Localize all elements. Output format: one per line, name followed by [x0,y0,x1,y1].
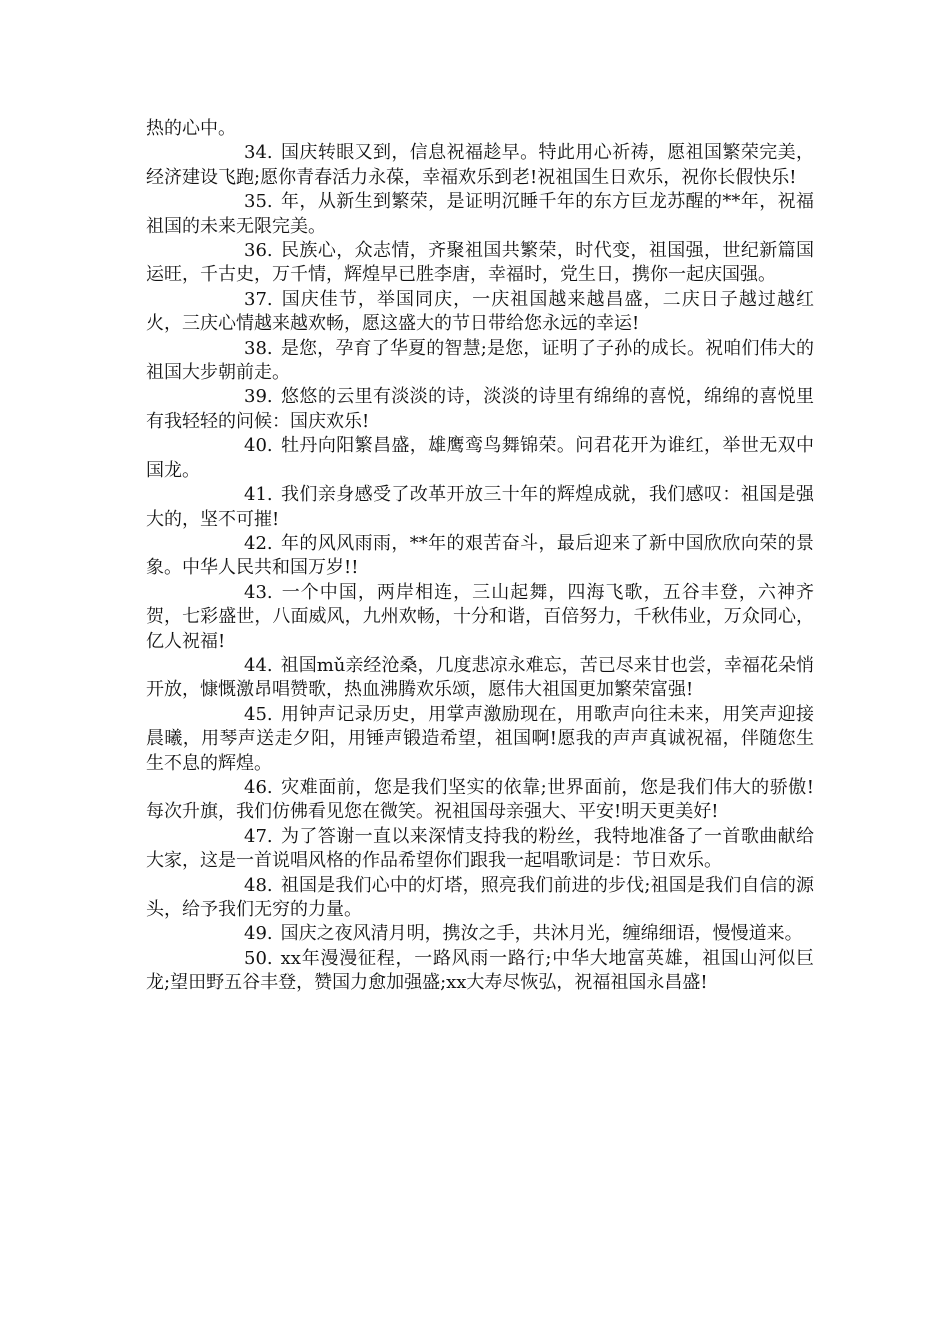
list-item [146,239,814,288]
item-number: 47. [244,825,273,847]
item-text: 悠悠的云里有淡淡的诗，淡淡的诗里有绵绵的喜悦，绵绵的喜悦里有我轻轻的问候：国庆欢乐! [146,386,814,432]
list-item [146,190,814,239]
item-text: 祖国是我们心中的灯塔，照亮我们前进的步伐;祖国是我们自信的源头，给予我们无穷的力量。 [146,874,814,920]
item-number: 40. [244,435,273,457]
list-item [146,874,814,923]
item-text: 祖国mǔ亲经沧桑，几度悲凉永难忘，苦已尽来甘也尝，幸福花朵悄开放，慷慨激昂唱赞歌，热血沸腾欢乐颂，愿伟大祖国更加繁荣富强! [146,654,814,701]
item-number: 42. [244,532,273,554]
list-item [146,581,814,654]
blessing-list [146,141,814,995]
item-text: 是您，孕育了华夏的智慧;是您，证明了子孙的成长。祝咱们伟大的祖国大步朝前走。 [146,337,814,384]
item-number: 37. [244,288,273,310]
list-item [146,337,814,386]
list-item [146,385,814,434]
list-item [146,654,814,703]
item-text: 一个中国，两岸相连，三山起舞，四海飞歌，五谷丰登，六神齐贺，七彩盛世，八面威风，九州欢畅，十分和谐，百倍努力，千秋伟业，万众同心，亿人祝福! [146,581,814,652]
lead-paragraph [146,117,814,141]
item-number: 39. [244,386,273,408]
list-item [146,776,814,825]
list-item [146,825,814,874]
item-number: 38. [244,337,273,359]
item-text: 灾难面前，您是我们坚实的依靠;世界面前，您是我们伟大的骄傲!每次升旗，我们仿佛看见您在微笑。祝祖国母亲强大、平安!明天更美好! [146,776,814,823]
item-text: 国庆之夜风清月明，携汝之手，共沐月光，缠绵细语，慢慢道来。 [280,923,803,945]
item-number: 35. [244,191,273,213]
item-number: 44. [244,654,273,676]
list-item [146,141,814,190]
item-text: xx年漫漫征程，一路风雨一路行;中华大地富英雄，祖国山河似巨龙;望田野五谷丰登，赞国力愈加强盛;xx大寿尽恢弘，祝福祖国永昌盛! [146,947,814,994]
item-number: 41. [244,484,273,506]
item-number: 45. [244,703,273,725]
item-text: 年的风风雨雨，**年的艰苦奋斗，最后迎来了新中国欣欣向荣的景象。中华人民共和国万岁!! [146,532,814,579]
lead-text: 热的心中。 [146,118,236,139]
item-text: 为了答谢一直以来深情支持我的粉丝，我特地准备了一首歌曲献给大家，这是一首说唱风格的作品希望你们跟我一起唱歌词是：节日欢乐。 [146,825,814,872]
item-number: 48. [244,874,273,896]
item-text: 牡丹向阳繁昌盛，雄鹰鸾鸟舞锦荣。问君花开为谁红，举世无双中国龙。 [146,435,814,481]
list-item [146,483,814,532]
item-number: 34. [244,142,273,164]
item-number: 36. [244,240,273,262]
item-text: 国庆转眼又到，信息祝福趁早。特此用心祈祷，愿祖国繁荣完美，经济建设飞跑;愿你青春活力永葆，幸福欢乐到老!祝祖国生日欢乐，祝你长假快乐! [146,142,814,188]
list-item [146,532,814,581]
list-item [146,288,814,337]
item-text: 年，从新生到繁荣，是证明沉睡千年的东方巨龙苏醒的**年，祝福祖国的未来无限完美。 [146,191,814,237]
list-item [146,703,814,776]
item-number: 50. [244,947,273,969]
item-number: 43. [244,581,273,603]
item-number: 46. [244,776,273,798]
item-text: 我们亲身感受了改革开放三十年的辉煌成就，我们感叹：祖国是强大的，坚不可摧! [146,484,814,530]
list-item [146,947,814,996]
item-text: 民族心，众志情，齐聚祖国共繁荣，时代变，祖国强，世纪新篇国运旺，千古史，万千情，辉煌早已胜李唐，幸福时，党生日，携你一起庆国强。 [146,240,814,286]
document-body [146,117,814,996]
list-item [146,434,814,483]
list-item [146,922,814,946]
item-number: 49. [244,923,273,945]
item-text: 用钟声记录历史，用掌声激励现在，用歌声向往未来，用笑声迎接晨曦，用琴声送走夕阳，用锤声锻造希望，祖国啊!愿我的声声真诚祝福，伴随您生生不息的辉煌。 [146,703,814,774]
item-text: 国庆佳节，举国同庆，一庆祖国越来越昌盛，二庆日子越过越红火，三庆心情越来越欢畅，愿这盛大的节日带给您永远的幸运! [146,288,814,335]
